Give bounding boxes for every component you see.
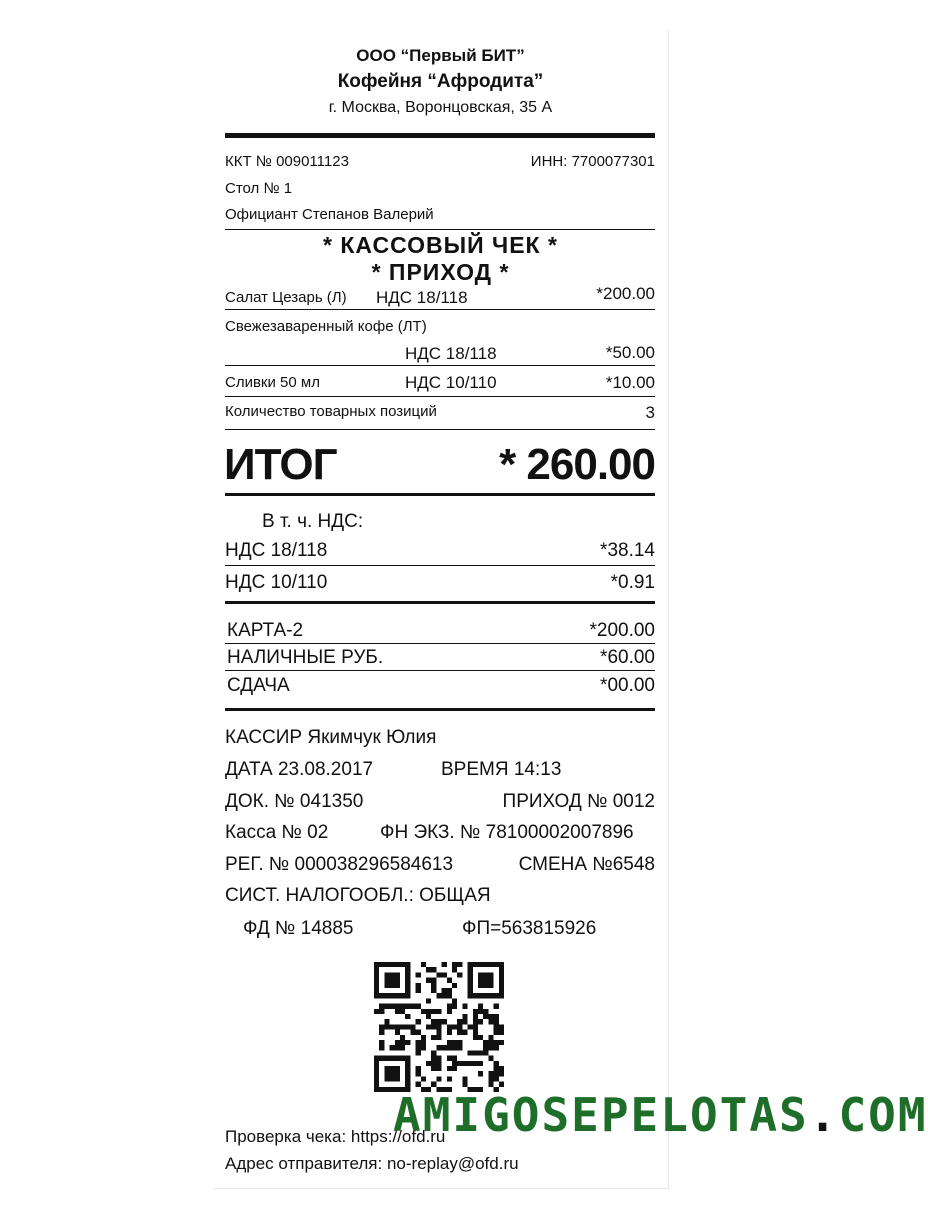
- item-vat: НДС 18/118: [376, 288, 468, 307]
- item-name: Свежезаваренный кофе (ЛТ): [225, 318, 427, 335]
- vat-row-name: НДС 18/118: [225, 540, 328, 561]
- vat-row-value: *38.14: [600, 540, 655, 561]
- divider: [225, 643, 655, 644]
- item-price: *50.00: [605, 343, 655, 362]
- divider: [225, 229, 655, 230]
- watermark-dot: .: [808, 1088, 839, 1142]
- positions-label: Количество товарных позиций: [225, 403, 437, 420]
- payment-name: КАРТА-2: [227, 620, 304, 641]
- shop-name: Кофейня “Афродита”: [337, 71, 544, 92]
- fp-number: ФП=563815926: [462, 918, 597, 939]
- total-value: * 260.00: [499, 440, 655, 489]
- cashier: КАССИР Якимчук Юлия: [225, 727, 437, 748]
- payment-value: *200.00: [589, 620, 655, 641]
- divider: [225, 365, 655, 366]
- waiter: Официант Степанов Валерий: [225, 206, 434, 223]
- vat-row-value: *0.91: [610, 572, 655, 593]
- shop-address: г. Москва, Воронцовская, 35 А: [328, 99, 553, 116]
- company-name: ООО “Первый БИТ”: [356, 46, 525, 65]
- payment-name: НАЛИЧНЫЕ РУБ.: [227, 647, 384, 668]
- receipt-title: * КАССОВЫЙ ЧЕК *: [323, 232, 558, 258]
- total-label: ИТОГ: [224, 440, 337, 489]
- payment-value: *00.00: [600, 675, 655, 696]
- item-price: *200.00: [596, 284, 655, 303]
- income-title: * ПРИХОД *: [371, 259, 510, 285]
- date: ДАТА 23.08.2017: [225, 759, 374, 780]
- watermark: [393, 1088, 928, 1142]
- shift-number: СМЕНА №6548: [518, 854, 655, 875]
- sender-address: Адрес отправителя: no-replay@ofd.ru: [225, 1154, 519, 1173]
- item-vat: НДС 10/110: [405, 373, 497, 392]
- fn-number: ФН ЭКЗ. № 78100002007896: [380, 822, 634, 843]
- divider: [225, 493, 655, 496]
- check-url[interactable]: Проверка чека: https://ofd.ru: [225, 1127, 446, 1146]
- divider: [225, 309, 655, 310]
- divider: [225, 133, 655, 138]
- divider: [225, 565, 655, 566]
- tax-system: СИСТ. НАЛОГООБЛ.: ОБЩАЯ: [225, 885, 491, 906]
- doc-number: ДОК. № 041350: [225, 791, 364, 812]
- payment-name: СДАЧА: [227, 675, 290, 696]
- kkt-number: ККТ № 009011123: [225, 153, 349, 170]
- vat-summary-label: В т. ч. НДС:: [262, 511, 364, 532]
- qr-code-icon: [374, 962, 504, 1092]
- divider: [225, 429, 655, 430]
- divider: [225, 670, 655, 671]
- payment-value: *60.00: [600, 647, 655, 668]
- item-price: *10.00: [605, 373, 655, 392]
- vat-row-name: НДС 10/110: [225, 572, 328, 593]
- watermark-main: AMIGOSEPELOTAS: [393, 1088, 809, 1142]
- inn: ИНН: 7700077301: [530, 153, 655, 170]
- divider: [225, 601, 655, 604]
- divider: [225, 396, 655, 397]
- item-name: Салат Цезарь (Л): [225, 289, 347, 306]
- item-name: Сливки 50 мл: [225, 374, 320, 391]
- time: ВРЕМЯ 14:13: [441, 759, 562, 780]
- watermark-tld: COM: [838, 1088, 928, 1142]
- table-number: Стол № 1: [225, 180, 293, 197]
- reg-number: РЕГ. № 000038296584613: [225, 854, 454, 875]
- positions-count: 3: [645, 403, 655, 422]
- item-vat: НДС 18/118: [405, 344, 497, 363]
- kassa-number: Касса № 02: [225, 822, 329, 843]
- fd-number: ФД № 14885: [243, 918, 354, 939]
- income-number: ПРИХОД № 0012: [502, 791, 655, 812]
- divider: [225, 708, 655, 711]
